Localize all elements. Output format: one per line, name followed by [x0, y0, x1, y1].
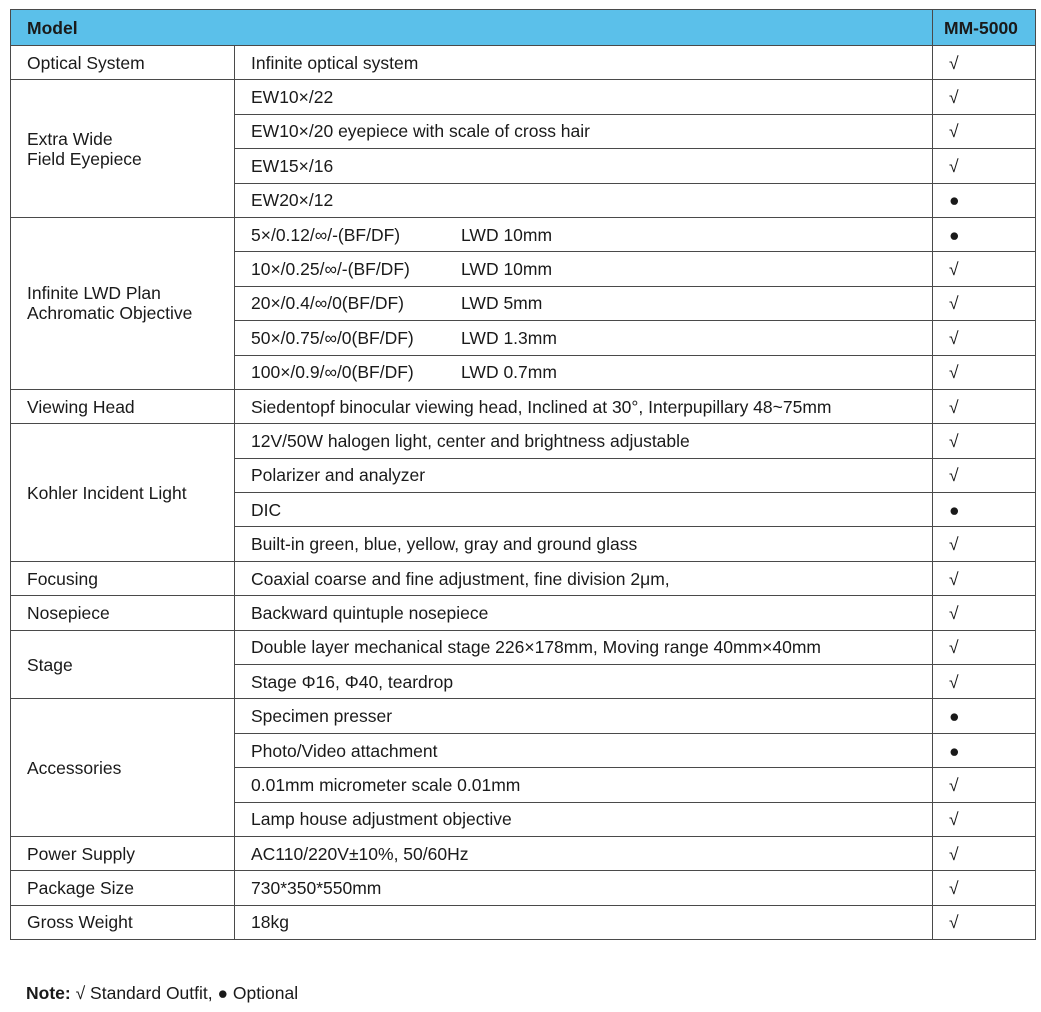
standard-mark: √ [933, 905, 1036, 939]
category-cell [11, 424, 235, 562]
category-cell [11, 836, 235, 870]
category-cell [11, 46, 235, 80]
spec-description [235, 355, 933, 389]
spec-text: EW20×/12 [251, 190, 334, 211]
spec-text: 10×/0.25/∞/-(BF/DF) [251, 259, 410, 280]
category-label: Viewing Head [27, 396, 135, 417]
standard-mark: √ [933, 630, 1036, 664]
spec-text: EW10×/20 eyepiece with scale of cross hair [251, 121, 590, 142]
table-row [11, 80, 1036, 114]
category-label: Optical System [27, 52, 145, 73]
lwd-value: LWD 5mm [461, 293, 543, 314]
spec-description [235, 114, 933, 148]
category-cell [11, 905, 235, 939]
category-cell [11, 217, 235, 389]
model-value: MM-5000 [933, 10, 1036, 46]
category-cell [11, 561, 235, 595]
spec-description [235, 46, 933, 80]
table-row [11, 46, 1036, 80]
standard-mark: √ [933, 527, 1036, 561]
table-row [11, 596, 1036, 630]
category-cell [11, 596, 235, 630]
standard-mark: √ [933, 836, 1036, 870]
standard-mark: √ [933, 46, 1036, 80]
spec-text: Photo/Video attachment [251, 740, 438, 761]
standard-mark: √ [933, 355, 1036, 389]
optional-mark: ● [933, 699, 1036, 733]
lwd-value: LWD 0.7mm [461, 362, 557, 383]
spec-text: DIC [251, 499, 282, 520]
category-cell [11, 699, 235, 837]
standard-mark: √ [933, 321, 1036, 355]
spec-text: EW10×/22 [251, 87, 334, 108]
spec-description [235, 80, 933, 114]
spec-description [235, 458, 933, 492]
optional-mark: ● [933, 733, 1036, 767]
spec-description [235, 183, 933, 217]
spec-description [235, 802, 933, 836]
category-label: Field Eyepiece [27, 148, 142, 169]
spec-description [235, 733, 933, 767]
spec-text: 20×/0.4/∞/0(BF/DF) [251, 293, 405, 314]
standard-mark: √ [933, 768, 1036, 802]
category-label: Infinite LWD Plan [27, 283, 161, 304]
spec-text: Specimen presser [251, 706, 393, 727]
category-label: Stage [27, 654, 73, 675]
spec-text: Stage Φ16, Φ40, teardrop [251, 671, 454, 692]
spec-description [235, 905, 933, 939]
note-label: Note: [26, 983, 71, 1003]
spec-description [235, 596, 933, 630]
table-row [11, 836, 1036, 870]
standard-mark: √ [933, 458, 1036, 492]
category-cell [11, 80, 235, 218]
spec-text: 50×/0.75/∞/0(BF/DF) [251, 327, 414, 348]
optional-mark: ● [933, 493, 1036, 527]
category-label: Package Size [27, 878, 135, 899]
spec-text: Infinite optical system [251, 52, 419, 73]
lwd-value: LWD 10mm [461, 259, 553, 280]
table-row [11, 217, 1036, 251]
spec-description [235, 665, 933, 699]
category-label: Achromatic Objective [27, 303, 193, 324]
spec-text: AC110/220V±10%, 50/60Hz [251, 843, 469, 864]
spec-description [235, 217, 933, 251]
standard-mark: √ [933, 802, 1036, 836]
standard-mark: √ [933, 149, 1036, 183]
spec-description [235, 389, 933, 423]
table-row [11, 905, 1036, 939]
spec-description [235, 699, 933, 733]
spec-text: 730*350*550mm [251, 878, 382, 899]
category-label: Power Supply [27, 843, 135, 864]
standard-mark: √ [933, 114, 1036, 148]
standard-mark: √ [933, 286, 1036, 320]
spec-text: Lamp house adjustment objective [251, 809, 512, 830]
spec-description [235, 768, 933, 802]
table-row [11, 424, 1036, 458]
spec-text: 0.01mm micrometer scale 0.01mm [251, 774, 521, 795]
table-row [11, 699, 1036, 733]
category-label: Gross Weight [27, 912, 133, 933]
spec-description [235, 493, 933, 527]
lwd-value: LWD 10mm [461, 224, 553, 245]
spec-description [235, 424, 933, 458]
standard-mark: √ [933, 665, 1036, 699]
spec-text: Double layer mechanical stage 226×178mm, Moving range 40mm×40mm [251, 637, 822, 658]
category-label: Extra Wide [27, 128, 113, 149]
spec-description [235, 871, 933, 905]
spec-text: Built-in green, blue, yellow, gray and ground glass [251, 534, 638, 555]
standard-mark: √ [933, 424, 1036, 458]
spec-table [10, 9, 1036, 940]
standard-mark: √ [933, 561, 1036, 595]
spec-description [235, 836, 933, 870]
optional-mark: ● [933, 183, 1036, 217]
spec-text: Polarizer and analyzer [251, 465, 426, 486]
spec-description [235, 527, 933, 561]
category-cell [11, 630, 235, 699]
standard-mark: √ [933, 252, 1036, 286]
spec-text: 12V/50W halogen light, center and brightness adjustable [251, 430, 690, 451]
spec-description [235, 286, 933, 320]
standard-mark: √ [933, 389, 1036, 423]
legend-note [26, 983, 298, 1004]
category-label: Nosepiece [27, 602, 110, 623]
spec-text: 18kg [251, 912, 289, 933]
standard-mark: √ [933, 80, 1036, 114]
lwd-value: LWD 1.3mm [461, 327, 557, 348]
spec-text: Backward quintuple nosepiece [251, 602, 489, 623]
table-row [11, 630, 1036, 664]
category-cell [11, 389, 235, 423]
standard-mark: √ [933, 596, 1036, 630]
header-row [11, 10, 1036, 46]
spec-description [235, 630, 933, 664]
table-row [11, 389, 1036, 423]
spec-body [11, 46, 1036, 940]
spec-text: Siedentopf binocular viewing head, Inclined at 30°, Interpupillary 48~75mm [251, 396, 832, 417]
table-row [11, 871, 1036, 905]
spec-description [235, 149, 933, 183]
spec-description [235, 561, 933, 595]
standard-mark: √ [933, 871, 1036, 905]
note-text: √ Standard Outfit, ● Optional [75, 983, 299, 1003]
optional-mark: ● [933, 217, 1036, 251]
spec-description [235, 252, 933, 286]
spec-text: 5×/0.12/∞/-(BF/DF) [251, 224, 401, 245]
spec-text: Coaxial coarse and fine adjustment, fine division 2μm, [251, 568, 670, 589]
table-row [11, 561, 1036, 595]
spec-text: 100×/0.9/∞/0(BF/DF) [251, 362, 414, 383]
model-label: Model [11, 10, 933, 46]
category-cell [11, 871, 235, 905]
category-label: Accessories [27, 757, 122, 778]
category-label: Kohler Incident Light [27, 482, 187, 503]
category-label: Focusing [27, 568, 99, 589]
spec-description [235, 321, 933, 355]
spec-text: EW15×/16 [251, 155, 334, 176]
